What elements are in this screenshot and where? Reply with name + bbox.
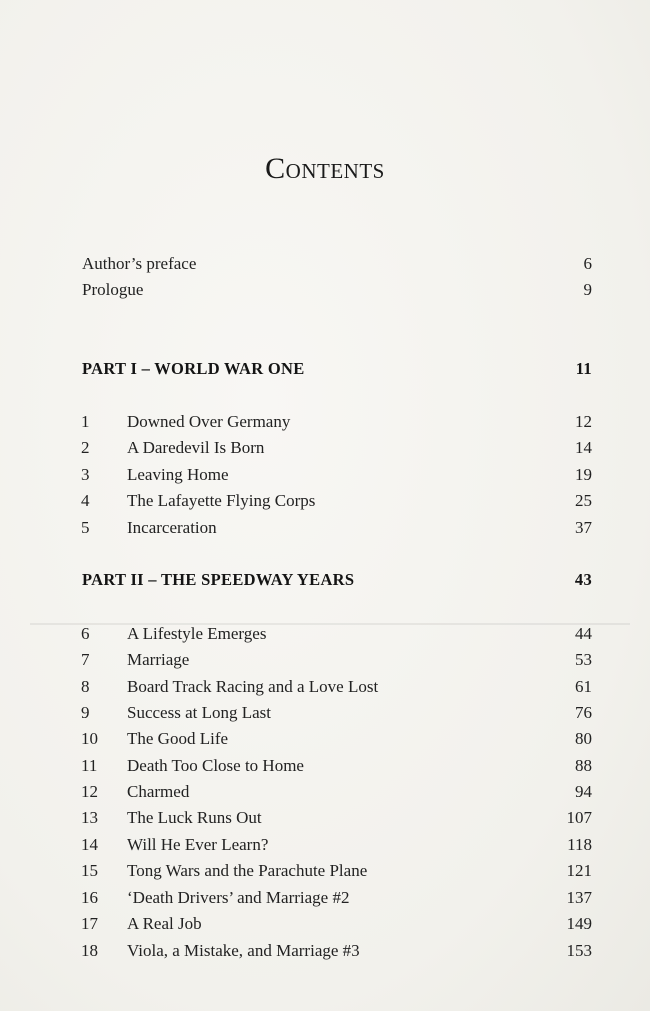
toc-entry[interactable]: [0, 727, 650, 751]
chapter-number: 15: [81, 861, 98, 880]
chapter-title: Leaving Home: [127, 465, 229, 484]
chapter-page: 94: [575, 782, 592, 801]
toc-entry-front[interactable]: [0, 252, 650, 276]
chapter-title: Marriage: [127, 650, 190, 669]
toc-part-heading[interactable]: [0, 567, 650, 593]
page-title: Contents: [265, 152, 385, 185]
toc-entry[interactable]: [0, 859, 650, 883]
chapter-number: 9: [81, 703, 90, 722]
toc-entry[interactable]: [0, 701, 650, 725]
chapter-number: 13: [81, 808, 98, 827]
chapter-page: 44: [575, 624, 592, 643]
chapter-title: Death Too Close to Home: [127, 756, 304, 775]
chapter-title: The Luck Runs Out: [127, 808, 262, 827]
chapter-title: Viola, a Mistake, and Marriage #3: [127, 941, 360, 960]
chapter-number: 1: [81, 412, 90, 431]
part-page: 11: [575, 359, 592, 378]
toc-entry[interactable]: [0, 754, 650, 778]
entry-page: 9: [583, 280, 592, 299]
chapter-number: 7: [81, 650, 90, 669]
chapter-number: 2: [81, 438, 90, 457]
toc-entry[interactable]: [0, 806, 650, 830]
entry-label: Prologue: [82, 280, 144, 299]
chapter-number: 5: [81, 518, 90, 537]
chapter-title: ‘Death Drivers’ and Marriage #2: [127, 888, 350, 907]
chapter-page: 37: [575, 518, 592, 537]
part-label: PART II – THE SPEEDWAY YEARS: [82, 570, 355, 589]
chapter-title: Incarceration: [127, 518, 217, 537]
toc-entry[interactable]: [0, 516, 650, 540]
chapter-number: 4: [81, 491, 90, 510]
chapter-page: 53: [575, 650, 592, 669]
toc-entry[interactable]: [0, 648, 650, 672]
chapter-page: 118: [567, 835, 592, 854]
chapter-number: 8: [81, 677, 90, 696]
toc-entry[interactable]: [0, 912, 650, 936]
toc-entry[interactable]: [0, 463, 650, 487]
chapter-page: 61: [575, 677, 592, 696]
toc-entry[interactable]: [0, 675, 650, 699]
toc-entry[interactable]: [0, 622, 650, 646]
chapter-title: Board Track Racing and a Love Lost: [127, 677, 379, 696]
chapter-page: 153: [566, 941, 592, 960]
chapter-number: 10: [81, 729, 98, 748]
chapter-page: 25: [575, 491, 592, 510]
entry-label: Author’s preface: [82, 254, 197, 273]
chapter-page: 88: [575, 756, 592, 775]
chapter-page: 137: [566, 888, 592, 907]
chapter-number: 14: [81, 835, 98, 854]
toc-entry[interactable]: [0, 886, 650, 910]
chapter-page: 80: [575, 729, 592, 748]
chapter-title: Downed Over Germany: [127, 412, 291, 431]
part-page: 43: [574, 570, 592, 589]
chapter-page: 149: [566, 914, 592, 933]
chapter-title: A Daredevil Is Born: [127, 438, 265, 457]
chapter-title: Will He Ever Learn?: [127, 835, 269, 854]
chapter-title: The Lafayette Flying Corps: [127, 491, 316, 510]
chapter-number: 11: [81, 756, 98, 775]
toc-entry[interactable]: [0, 410, 650, 434]
chapter-page: 121: [566, 861, 592, 880]
chapter-page: 76: [575, 703, 592, 722]
chapter-title: A Real Job: [127, 914, 202, 933]
chapter-title: A Lifestyle Emerges: [127, 624, 267, 643]
toc-entry-front[interactable]: [0, 278, 650, 302]
toc-entry[interactable]: [0, 939, 650, 963]
chapter-title: Charmed: [127, 782, 190, 801]
chapter-page: 12: [575, 412, 592, 431]
chapter-page: 14: [575, 438, 592, 457]
toc-entry[interactable]: [0, 489, 650, 513]
chapter-title: Success at Long Last: [127, 703, 271, 722]
chapter-title: The Good Life: [127, 729, 229, 748]
toc-entry[interactable]: [0, 833, 650, 857]
chapter-number: 18: [81, 941, 98, 960]
chapter-number: 12: [81, 782, 98, 801]
chapter-page: 19: [575, 465, 592, 484]
chapter-number: 3: [81, 465, 90, 484]
chapter-page: 107: [566, 808, 592, 827]
chapter-number: 16: [81, 888, 98, 907]
chapter-title: Tong Wars and the Parachute Plane: [127, 861, 368, 880]
chapter-number: 17: [81, 914, 98, 933]
toc-part-heading[interactable]: [0, 356, 650, 382]
toc-entry[interactable]: [0, 436, 650, 460]
entry-page: 6: [583, 254, 592, 273]
toc-entry[interactable]: [0, 780, 650, 804]
chapter-number: 6: [81, 624, 90, 643]
part-label: PART I – WORLD WAR ONE: [82, 359, 305, 378]
